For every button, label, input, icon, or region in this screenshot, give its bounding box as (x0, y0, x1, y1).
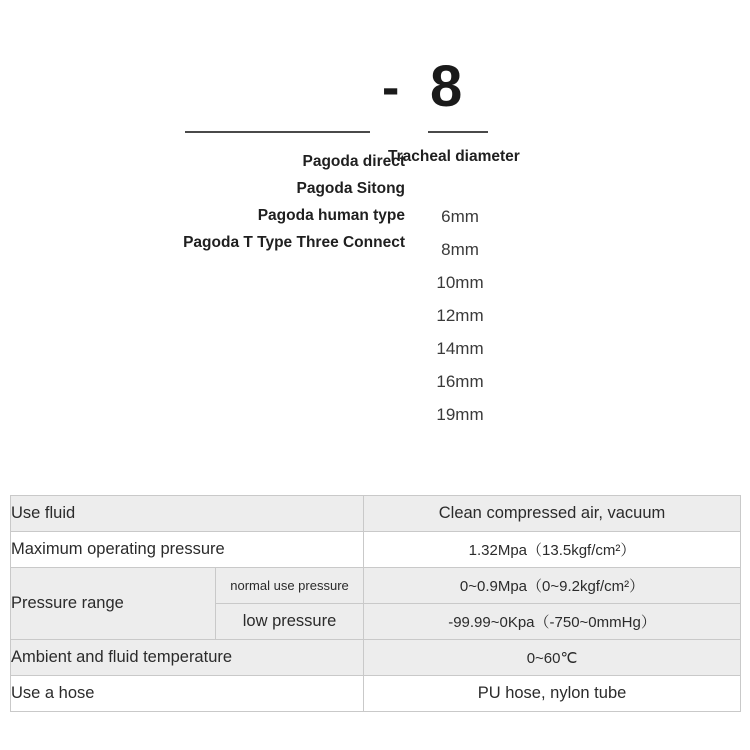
spec-label: Pressure range (11, 568, 216, 640)
spec-value: 0~60℃ (364, 640, 741, 676)
fitting-type-item: Pagoda Sitong (296, 180, 405, 197)
diameter-item: 12mm (436, 306, 484, 325)
diameter-item: 19mm (436, 405, 484, 424)
spec-sub-label: low pressure (216, 604, 364, 640)
code-number: 8 (430, 54, 463, 119)
spec-label: Ambient and fluid temperature (11, 640, 364, 676)
tracheal-diameter-title: Tracheal diameter (388, 148, 520, 165)
table-row (11, 496, 741, 532)
table-row (11, 568, 741, 604)
table-row (11, 676, 741, 712)
spec-label: Use a hose (11, 676, 364, 712)
code-dash: - (382, 59, 400, 117)
tracheal-diameter-list (400, 200, 520, 431)
spec-sub-label: normal use pressure (216, 568, 364, 604)
spec-value: 0~0.9Mpa（0~9.2kgf/cm²） (364, 568, 741, 604)
fitting-type-list (150, 148, 405, 256)
spec-value: Clean compressed air, vacuum (364, 496, 741, 532)
specification-table (10, 495, 741, 712)
diameter-item: 6mm (441, 207, 479, 226)
table-row (11, 640, 741, 676)
spec-value: PU hose, nylon tube (364, 676, 741, 712)
diameter-item: 14mm (436, 339, 484, 358)
spec-value: 1.32Mpa（13.5kgf/cm²） (364, 532, 741, 568)
spec-value: -99.99~0Kpa（-750~0mmHg） (364, 604, 741, 640)
fitting-type-item: Pagoda direct (302, 153, 405, 170)
right-underline (428, 131, 488, 133)
table-row (11, 532, 741, 568)
diameter-item: 8mm (441, 240, 479, 259)
diameter-item: 10mm (436, 273, 484, 292)
spec-label: Use fluid (11, 496, 364, 532)
left-underline (185, 131, 370, 133)
fitting-type-item: Pagoda human type (257, 207, 405, 224)
fitting-type-item: Pagoda T Type Three Connect (183, 234, 405, 251)
diameter-item: 16mm (436, 372, 484, 391)
spec-label: Maximum operating pressure (11, 532, 364, 568)
